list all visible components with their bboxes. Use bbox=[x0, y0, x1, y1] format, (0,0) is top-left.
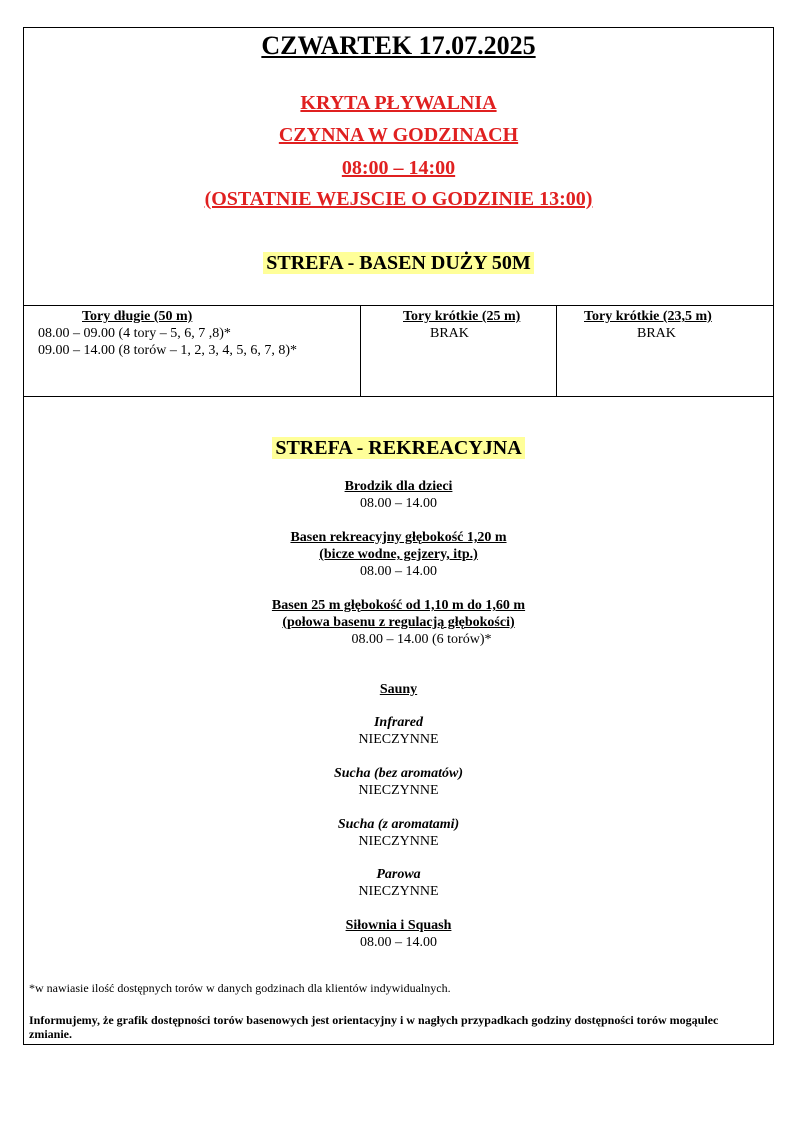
sauna-status: NIECZYNNE bbox=[358, 783, 439, 798]
day-title: CZWARTEK 17.07.2025 bbox=[261, 31, 536, 60]
sauna-status: NIECZYNNE bbox=[358, 884, 439, 899]
saunas-title-block bbox=[24, 681, 773, 698]
footnote: *w nawiasie ilość dostępnych torów w danych godzinach dla klientów indywidualnych. bbox=[29, 981, 451, 995]
lanes-long-row: 08.00 – 09.00 (4 tory – 5, 6, 7 ,8)* bbox=[38, 326, 231, 341]
kids-pool-name: Brodzik dla dzieci bbox=[344, 479, 453, 494]
sauna-status: NIECZYNNE bbox=[358, 834, 439, 849]
lanes-table bbox=[24, 305, 773, 397]
pool-25-block bbox=[24, 597, 773, 648]
lanes-short-25-header: Tory krótkie (25 m) bbox=[403, 309, 521, 324]
sauna-name: Infrared bbox=[373, 715, 423, 730]
sauna-item bbox=[24, 765, 773, 799]
last-entry-note: (OSTATNIE WEJSCIE O GODZINIE 13:00) bbox=[204, 188, 593, 210]
lanes-short-23-5-header: Tory krótkie (23,5 m) bbox=[584, 309, 712, 324]
header-section bbox=[24, 28, 773, 305]
kids-pool-block bbox=[24, 478, 773, 512]
pool-25-hours: 08.00 – 14.00 (6 torów)* bbox=[351, 632, 492, 647]
zone-recreation-title bbox=[24, 437, 773, 460]
sauna-name: Sucha (bez aromatów) bbox=[333, 766, 464, 781]
saunas-title: Sauny bbox=[379, 682, 418, 697]
lanes-short-23-5-value: BRAK bbox=[637, 326, 676, 341]
pool-25-name: Basen 25 m głębokość od 1,10 m do 1,60 m bbox=[271, 598, 526, 613]
zone-big-pool-title-text: STREFA - BASEN DUŻY 50M bbox=[263, 252, 533, 274]
pool-name: KRYTA PŁYWALNIA bbox=[300, 92, 497, 114]
rec-pool-hours: 08.00 – 14.00 bbox=[360, 564, 437, 579]
rec-pool-detail: (bicze wodne, gejzery, itp.) bbox=[319, 547, 478, 562]
sauna-item bbox=[24, 714, 773, 748]
rec-pool-block bbox=[24, 529, 773, 580]
rec-pool-name: Basen rekreacyjny głębokość 1,20 m bbox=[290, 530, 507, 545]
gym-block bbox=[24, 917, 773, 951]
lanes-short-25-value: BRAK bbox=[430, 326, 469, 341]
gym-name: Siłownia i Squash bbox=[345, 918, 452, 933]
kids-pool-hours: 08.00 – 14.00 bbox=[360, 496, 437, 511]
schedule-page bbox=[23, 27, 774, 1045]
pool-25-detail: (połowa basenu z regulacją głębokości) bbox=[282, 615, 515, 630]
lanes-short-23-5-column bbox=[557, 306, 773, 396]
gym-hours: 08.00 – 14.00 bbox=[360, 935, 437, 950]
open-label: CZYNNA W GODZINACH bbox=[278, 124, 519, 146]
lanes-long-column bbox=[24, 306, 361, 396]
sauna-item bbox=[24, 866, 773, 900]
zone-recreation-title-text: STREFA - REKREACYJNA bbox=[272, 437, 524, 459]
lanes-long-header: Tory długie (50 m) bbox=[82, 309, 193, 324]
lanes-long-row: 09.00 – 14.00 (8 torów – 1, 2, 3, 4, 5, 6, 7, 8)* bbox=[38, 343, 297, 358]
sauna-status: NIECZYNNE bbox=[358, 732, 439, 747]
sauna-item bbox=[24, 816, 773, 850]
zone-big-pool-title bbox=[24, 252, 773, 275]
opening-hours: 08:00 – 14:00 bbox=[341, 157, 456, 179]
lanes-short-25-column bbox=[361, 306, 557, 396]
sauna-name: Sucha (z aromatami) bbox=[337, 817, 460, 832]
sauna-name: Parowa bbox=[376, 867, 421, 882]
info-note: Informujemy, że grafik dostępności torów basenowych jest orientacyjny i w nagłych przypadkach godziny dostępności torów mogąulec zmianie. bbox=[29, 1013, 719, 1041]
